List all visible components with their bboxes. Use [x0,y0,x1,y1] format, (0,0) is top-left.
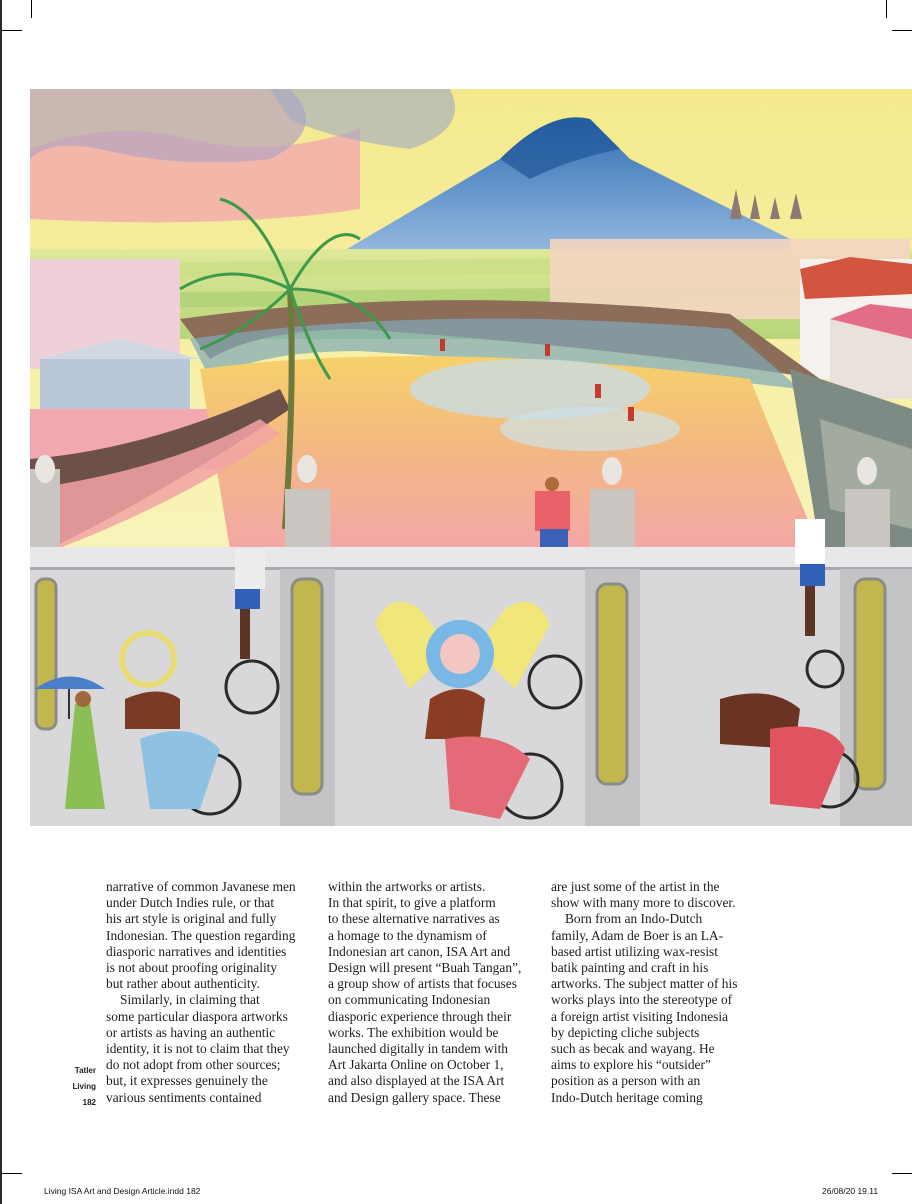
crop-mark-right-bottom [892,1173,912,1174]
text-line: and also displayed at the ISA Art [328,1073,505,1089]
text-line: do not adopt from other sources; [106,1057,281,1073]
crop-mark-top-right [886,0,887,18]
column-2-paragraph-1 [328,879,543,895]
text-line: based artist utilizing wax-resist [551,943,718,959]
text-line: or artists as having an authentic [106,1024,276,1040]
article-column-2 [328,879,543,1106]
text-line: within the artworks or artists. [328,879,486,894]
text-line: Indo-Dutch heritage coming [551,1089,703,1105]
text-line: some particular diaspora artworks [106,1008,288,1024]
text-line: aims to explore his “outsider” [551,1057,711,1073]
column-1-paragraph-2 [106,992,321,1105]
text-line: a homage to the dynamism of [328,927,487,943]
text-line: diasporic narratives and identities [106,943,287,959]
text-line: a group show of artists that focuses [328,976,517,992]
text-line: and Design gallery space. These [328,1089,501,1105]
text-line: position as a person with an [551,1073,701,1089]
folio-section: Living [72,1082,96,1091]
text-line: but, it expresses genuinely the [106,1073,268,1089]
crop-mark-left-top [0,30,22,31]
text-line: a foreign artist visiting Indonesia [551,1008,729,1024]
text-line: under Dutch Indies rule, or that [106,895,275,911]
batik-painting-artwork [30,89,912,826]
text-line: on communicating Indonesian [328,992,491,1008]
text-line: In that spirit, to give a platform [328,895,496,911]
text-line: are just some of the artist in the [551,879,720,894]
page-edge [0,0,2,1204]
text-line: but rather about authenticity. [106,976,260,992]
text-line: works plays into the stereotype of [551,992,733,1008]
text-line: Similarly, in claiming that [120,992,260,1008]
text-line: artworks. The subject matter of his [551,976,738,992]
text-line: such as becak and wayang. He [551,1041,715,1057]
text-line: to these alternative narratives as [328,911,500,927]
text-line: by depicting cliche subjects [551,1024,700,1040]
text-line: his art style is original and fully [106,911,277,927]
slug-filename: Living ISA Art and Design Article.indd 182 [44,1186,201,1196]
text-line: Design will present “Buah Tangan”, [328,960,522,976]
column-3-paragraph-1 [551,879,766,911]
text-line: Art Jakarta Online on October 1, [328,1057,504,1073]
folio-page-number: 182 [82,1098,96,1107]
column-2-paragraph-2 [328,895,543,1106]
article-column-1 [106,879,321,1106]
column-1-paragraph-1 [106,879,321,992]
crop-mark-right-top [892,30,912,31]
column-3-paragraph-2 [551,911,766,1105]
text-line: Indonesian art canon, ISA Art and [328,943,511,959]
text-line: Born from an Indo-Dutch [565,911,703,927]
folio-magazine: Tatler [74,1066,96,1075]
crop-mark-top-left [31,0,32,18]
painting-illustration [30,89,912,826]
text-line: narrative of common Javanese men [106,879,296,894]
text-line: works. The exhibition would be [328,1024,499,1040]
text-line: various sentiments contained [106,1089,262,1105]
text-line: show with many more to discover. [551,895,736,911]
text-line: launched digitally in tandem with [328,1041,508,1057]
slug-timestamp: 26/08/20 19.11 [822,1186,879,1196]
article-column-3 [551,879,766,1106]
text-line: batik painting and craft in his [551,960,709,976]
text-line: family, Adam de Boer is an LA- [551,927,724,943]
crop-mark-left-bottom [0,1173,22,1174]
text-line: is not about proofing originality [106,960,278,976]
text-line: diasporic experience through their [328,1008,512,1024]
text-line: identity, it is not to claim that they [106,1041,290,1057]
text-line: Indonesian. The question regarding [106,927,296,943]
